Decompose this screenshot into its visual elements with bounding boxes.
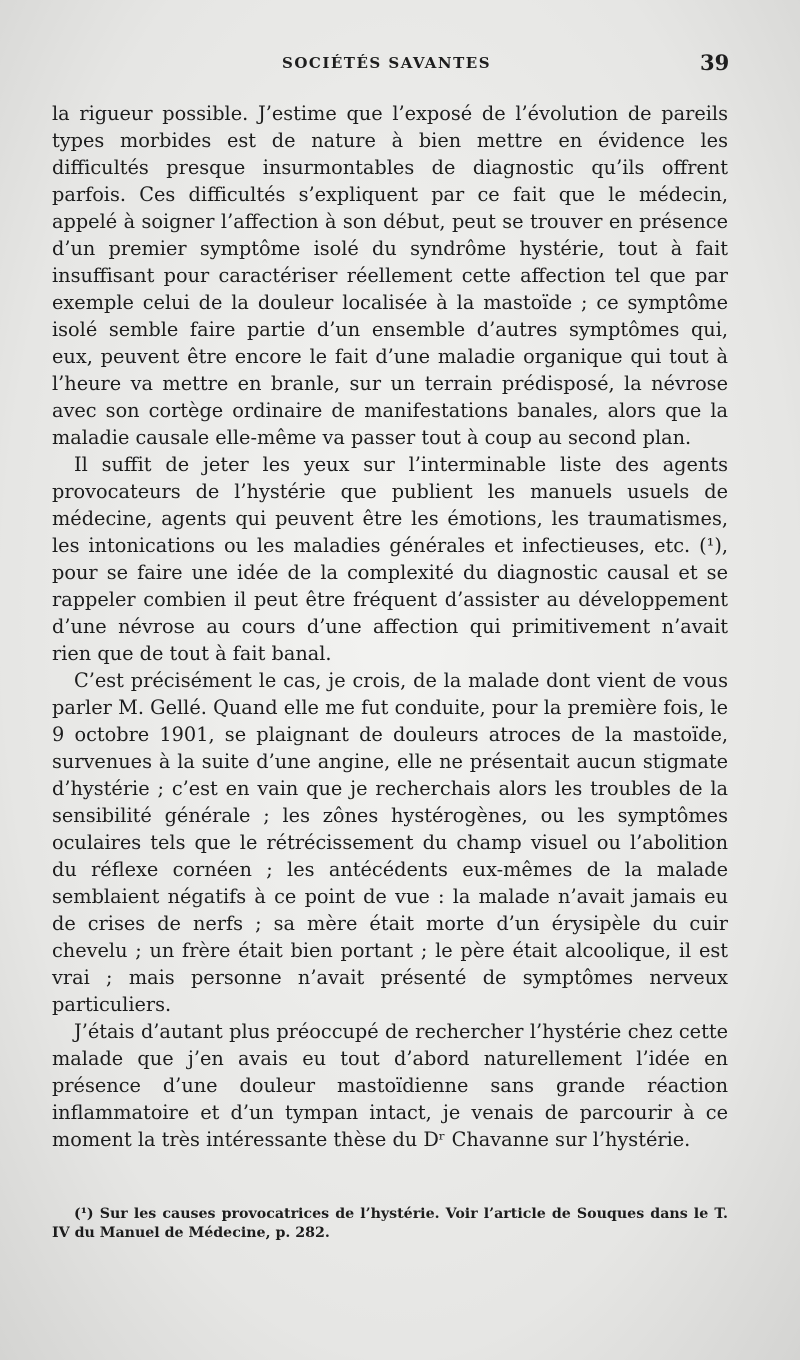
paragraph-1: la rigueur possible. J’estime que l’exposé de l’évolution de pareils types morbides est de nature à bien mettre en évidence les difficultés presque insurmontables de diagnostic qu’ils offrent parfois. Ces difficultés s’expliquent par ce fait que le médecin, appelé à soigner l’affection à son début, peut se trouver en présence d’un premier symptôme isolé du syndrôme hystérie, tout à fait insuffisant pour caractériser réellement cette affection tel que par exemple celui de la douleur localisée à la mastoïde ; ce symptôme isolé semble faire partie d’un ensemble d’autres symptômes qui, eux, peuvent être encore le fait d’une maladie organique qui tout à l’heure va mettre en branle, sur un terrain prédisposé, la névrose avec son cortège ordinaire de manifestations banales, alors que la maladie causale elle-même va passer tout à coup au second plan. (52, 102, 728, 449)
body-text (52, 100, 728, 1153)
running-head-title: SOCIÉTÉS SAVANTES (282, 54, 492, 72)
paragraph-3: C’est précisément le cas, je crois, de la malade dont vient de vous parler M. Gellé. Quand elle me fut conduite, pour la première fois, le 9 octobre 1901, se plaignant de douleurs atroces de la mastoïde, survenues à la suite d’une angine, elle ne présentait aucun stigmate d’hystérie ; c’est en vain que je recherchais alors les troubles de la sensibilité générale ; les zônes hystérogènes, ou les symptômes oculaires tels que le rétrécissement du champ visuel ou l’abolition du réflexe cornéen ; les antécédents eux-mêmes de la malade semblaient négatifs à ce point de vue : la malade n’avait jamais eu de crises de nerfs ; sa mère était morte d’un érysipèle du cuir chevelu ; un frère était bien portant ; le père était alcoolique, il est vrai ; mais personne n’avait présenté de symptômes nerveux particuliers. (52, 669, 728, 1016)
footnote: (¹) Sur les causes provocatrices de l’hystérie. Voir l’article de Souques dans le T. IV du Manuel de Médecine, p. 282. (52, 1206, 728, 1241)
paragraph-2: Il suffit de jeter les yeux sur l’interminable liste des agents provocateurs de l’hystérie que publient les manuels usuels de médecine, agents qui peuvent être les émotions, les traumatismes, les intonications ou les maladies générales et infectieuses, etc. (¹), pour se faire une idée de la complexité du diagnostic causal et se rappeler combien il peut être fréquent d’assister au développement d’une névrose au cours d’une affection qui primitivement n’avait rien que de tout à fait banal. (52, 453, 728, 665)
paragraph-4: J’étais d’autant plus préoccupé de rechercher l’hystérie chez cette malade que j’en avais eu tout d’abord naturellement l’idée en présence d’une douleur mastoïdienne sans grande réaction inflammatoire et d’un tympan intact, je venais de parcourir à ce moment la très intéressante thèse du Dʳ Chavanne sur l’hystérie. (52, 1020, 728, 1151)
running-head (0, 50, 800, 84)
page-number: 39 (700, 50, 730, 75)
